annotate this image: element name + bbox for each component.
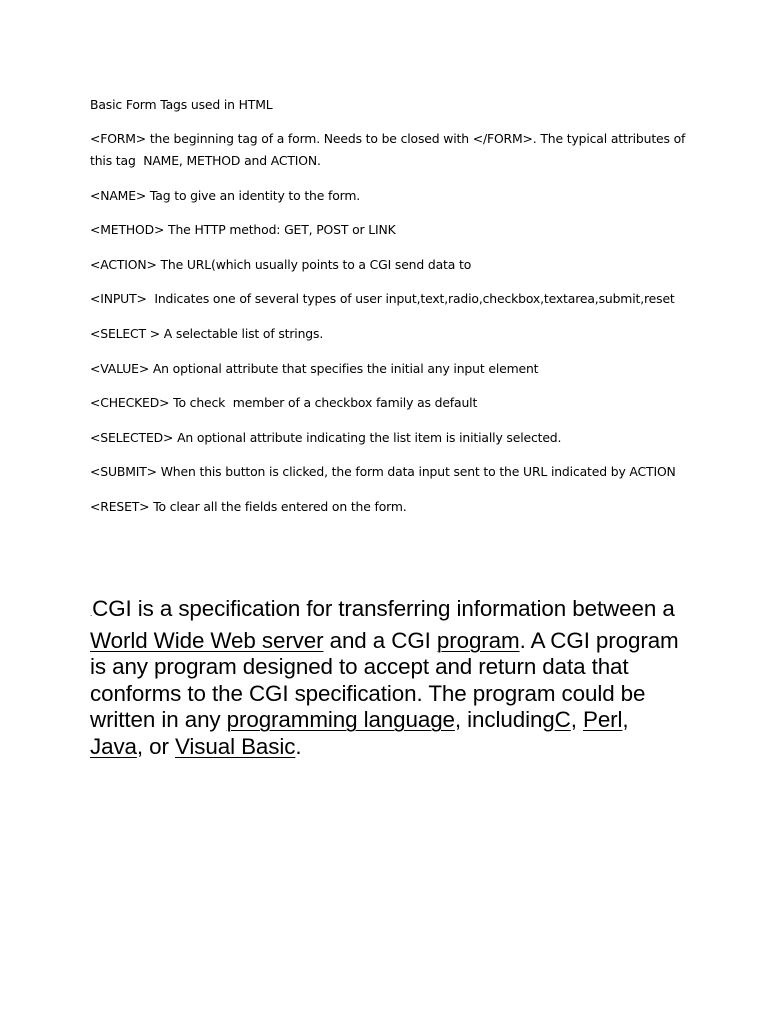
form-tags-section	[90, 94, 690, 531]
cgi-text: ,	[570, 707, 583, 732]
tag-line-submit	[90, 461, 690, 483]
cgi-text: .	[295, 733, 302, 759]
tag-line-checked	[90, 392, 690, 414]
link-programming-language[interactable]: programming language	[226, 707, 455, 732]
tag-line-input	[90, 288, 690, 310]
link-c[interactable]: C	[554, 707, 571, 732]
cgi-paragraph	[90, 596, 680, 760]
tag-line-method	[90, 219, 690, 241]
tag-name: <SELECTED>	[90, 429, 174, 445]
tag-description: When this button is clicked, the form data input sent to the URL indicated by ACTION	[156, 464, 676, 480]
link-visual-basic[interactable]: Visual Basic	[174, 733, 296, 759]
link-perl[interactable]: Perl	[582, 707, 623, 732]
cgi-definition-section	[90, 596, 680, 760]
stray-dot: .	[90, 609, 93, 618]
link-program[interactable]: program	[436, 627, 520, 653]
cgi-text: , including	[454, 707, 555, 732]
tag-name: <RESET>	[90, 498, 150, 514]
tag-line-reset	[90, 496, 690, 518]
cgi-text: CGI is a specification for transferring information between a	[92, 596, 675, 621]
cgi-text: and a CGI	[323, 627, 437, 653]
tag-description: Indicates one of several types of user input,text,radio,checkbox,textarea,submit,reset	[146, 291, 675, 307]
tag-description: the beginning tag of a form. Needs to be closed with </FORM>. The typical attributes of this tag NAME, METHOD and ACTION.	[90, 131, 690, 168]
tag-line-action	[90, 254, 690, 276]
tag-description: Tag to give an identity to the form.	[146, 187, 361, 203]
tag-name: <SUBMIT>	[90, 464, 157, 480]
tag-description: To clear all the fields entered on the form.	[149, 498, 407, 514]
tag-name: <INPUT>	[90, 291, 147, 307]
tag-description: An optional attribute indicating the list item is initially selected.	[173, 429, 562, 445]
tag-name: <SELECT >	[90, 325, 160, 341]
tag-name: <FORM>	[90, 131, 147, 146]
tag-description: A selectable list of strings.	[160, 325, 324, 341]
tag-line-name	[90, 185, 690, 207]
tag-name: <CHECKED>	[90, 395, 170, 411]
tag-description: The HTTP method: GET, POST or LINK	[164, 222, 396, 238]
tag-line-select	[90, 323, 690, 345]
tag-name: <ACTION>	[90, 256, 157, 272]
tag-line-value	[90, 358, 690, 380]
tag-description: The URL(which usually points to a CGI send data to	[156, 256, 472, 272]
cgi-text: . A CGI program is any program designed to accept and return data that conforms to the CGI specification. The program could be written in any	[90, 627, 679, 732]
link-java[interactable]: Java	[90, 733, 137, 759]
tag-description: To check member of a checkbox family as default	[169, 395, 478, 411]
cgi-text: ,	[622, 707, 629, 732]
section-title: Basic Form Tags used in HTML	[90, 97, 273, 112]
link-world-wide-web-server[interactable]: World Wide Web server	[90, 627, 324, 653]
tag-line-form	[90, 128, 690, 172]
tag-name: <METHOD>	[90, 222, 165, 238]
tag-description: An optional attribute that specifies the initial any input element	[149, 360, 539, 376]
cgi-text: , or	[136, 733, 175, 759]
tag-name: <NAME>	[90, 187, 147, 203]
tag-line-selected	[90, 427, 690, 449]
tag-name: <VALUE>	[90, 360, 150, 376]
